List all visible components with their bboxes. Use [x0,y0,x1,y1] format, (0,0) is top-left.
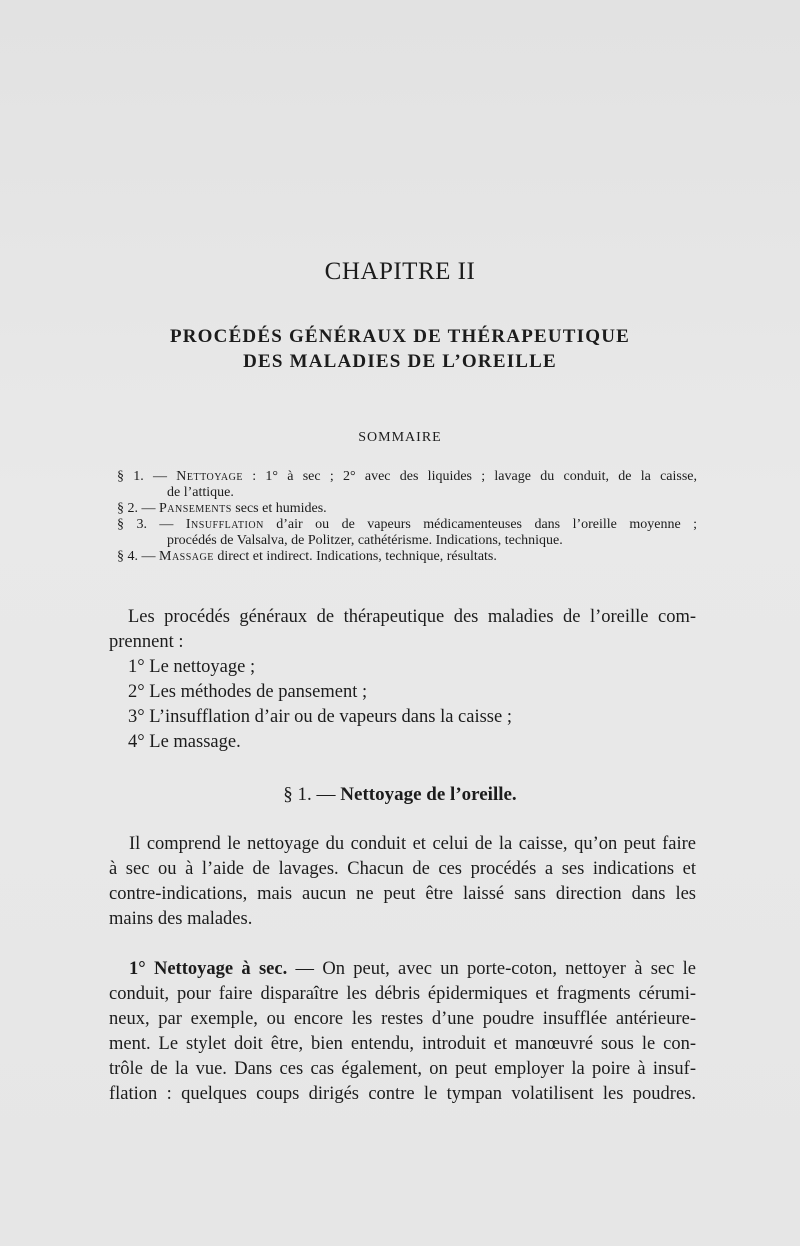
intro-line: Les procédés généraux de thérapeutique des maladies de l’oreille com- [128,607,696,627]
sommaire-text: : 1° à sec ; 2° avec des liquides ; lavage du conduit, de la caisse, [242,469,697,484]
sommaire-term: Insufflation [185,517,264,532]
paragraph-line: Il comprend le nettoyage du conduit et celui de la caisse, qu’on peut faire [129,834,696,854]
paragraph-line: contre-indications, mais aucun ne peut être laissé sans direction dans les [109,884,696,904]
list-item: 3° L’insufflation d’air ou de vapeurs dans la caisse ; [128,707,512,727]
list-item: 1° Le nettoyage ; [128,657,256,677]
sommaire-item [117,517,697,549]
list-item: 4° Le massage. [128,732,241,752]
paragraph-line: ment. Le stylet doit être, bien entendu, introduit et manœuvré sous le con- [109,1034,696,1054]
paragraph-line: neux, par exemple, ou encore les restes d’une poudre insufflée antérieure- [109,1009,696,1029]
sommaire-text-continued: procédés de Valsalva, de Politzer, cathétérisme. Indications, technique. [167,533,563,548]
chapter-heading-line-1: PROCÉDÉS GÉNÉRAUX DE THÉRAPEUTIQUE [169,326,631,347]
section-heading [0,784,800,806]
paragraph-text: — On peut, avec un porte-coton, nettoyer à sec le [287,959,697,979]
paragraph-line: trôle de la vue. Dans ces cas également, on peut employer la poire à insuf- [109,1059,696,1079]
paragraph-line: mains des malades. [109,909,253,929]
paragraph-line [109,957,696,982]
sommaire-text: direct et indirect. Indications, technique, résultats. [213,549,497,564]
intro-list [128,655,696,755]
chapter-title: CHAPITRE II [324,258,476,285]
sommaire-mark: § 4. — [117,549,156,564]
sommaire-text: d’air ou de vapeurs médicamenteuses dans l’oreille moyenne ; [263,517,698,532]
sommaire-item [117,469,697,501]
sommaire-item [117,549,697,565]
paragraph [109,832,696,932]
paragraph-line: flation : quelques coups dirigés contre le tympan volatilisent les poudres. [109,1084,696,1104]
intro-line: prennent : [109,632,184,652]
sommaire-heading: SOMMAIRE [358,430,442,445]
sommaire-mark: § 3. — [117,517,174,532]
paragraph-line: à sec ou à l’aide de lavages. Chacun de ces procédés a ses indications et [109,859,696,879]
sommaire-text: secs et humides. [231,501,327,516]
section-mark: § 1. — [283,784,336,805]
sommaire-term: Pansements [159,501,232,516]
sommaire-term: Massage [159,549,214,564]
intro-paragraph [109,605,696,655]
list-item: 2° Les méthodes de pansement ; [128,682,368,702]
sommaire-term: Nettoyage [176,469,243,484]
sommaire-text-continued: de l’attique. [167,485,234,500]
sommaire-mark: § 2. — [117,501,156,516]
chapter-heading-line-2: DES MALADIES DE L’OREILLE [243,351,557,372]
paragraph-lead: 1° Nettoyage à sec. [129,959,288,979]
sommaire-item [117,501,697,517]
paragraph-line: conduit, pour faire disparaître les débris épidermiques et fragments cérumi- [109,984,696,1004]
section-title: Nettoyage de l’oreille. [340,784,517,805]
paragraph [109,957,696,1107]
sommaire-mark: § 1. — [117,469,168,484]
